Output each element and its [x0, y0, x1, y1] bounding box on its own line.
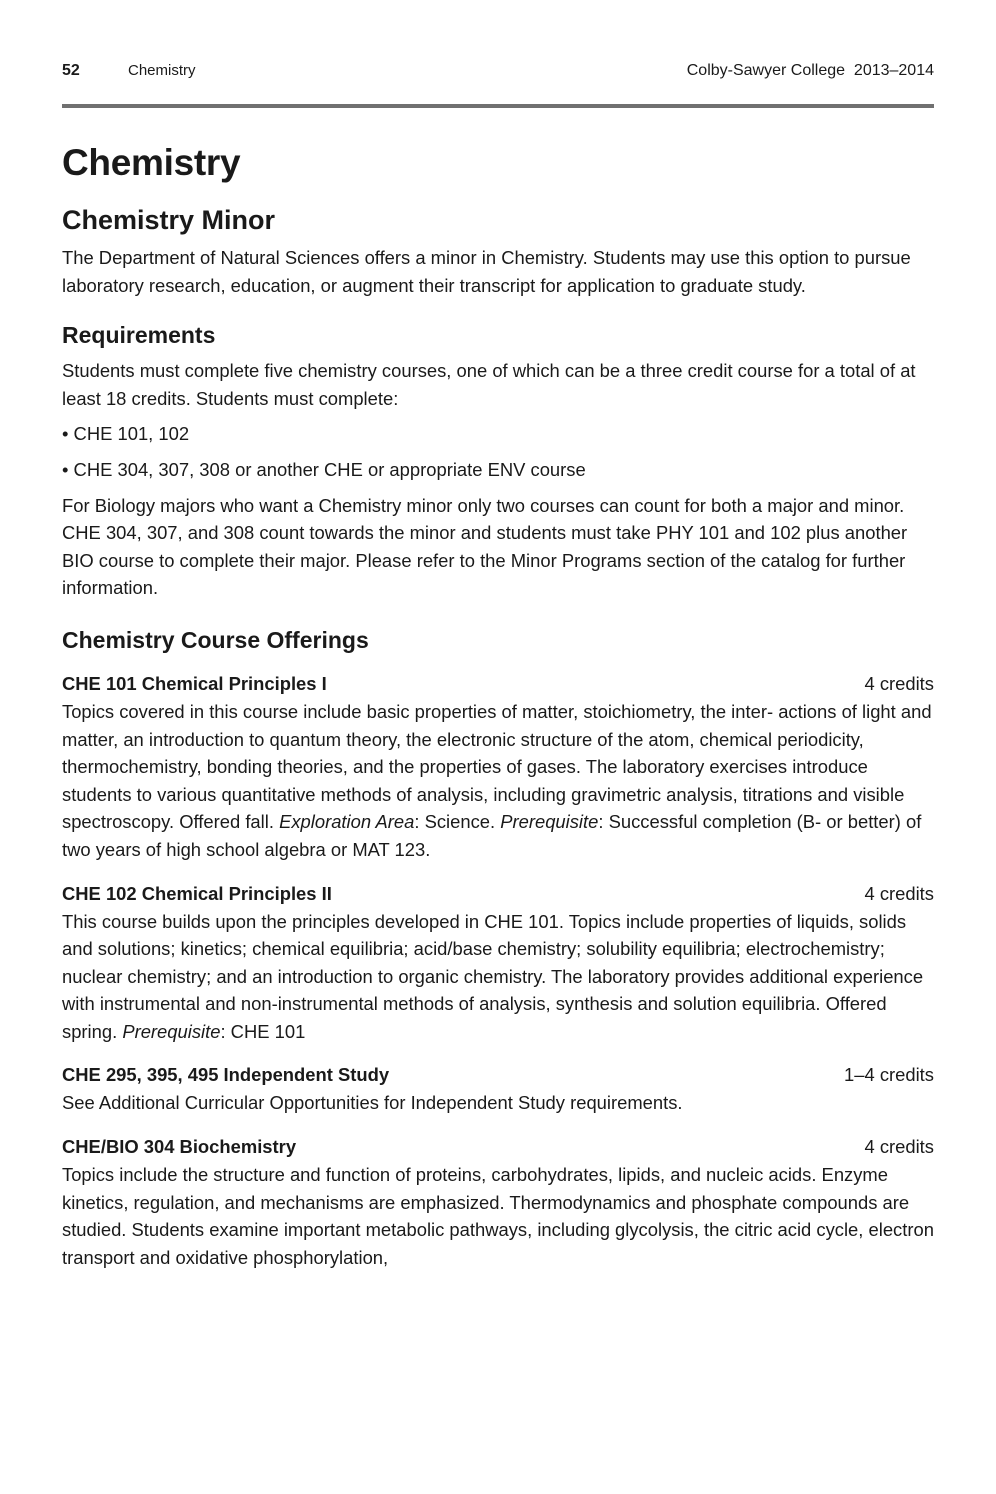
course-entry	[62, 880, 934, 1046]
course-header	[62, 1133, 934, 1161]
exploration-area-label: Exploration Area	[279, 811, 415, 833]
course-entry	[62, 1061, 934, 1117]
requirement-bullet: • CHE 101, 102	[62, 423, 190, 445]
section-name: Chemistry	[128, 62, 196, 79]
minor-intro: The Department of Natural Sciences offers a minor in Chemistry. Students may use this option to pursue laboratory research, education, or augment their transcript for application to graduate study.	[62, 247, 911, 296]
course-header	[62, 1061, 934, 1089]
prerequisite-label: Prerequisite	[500, 811, 599, 833]
course-entry	[62, 670, 934, 864]
running-header	[62, 58, 934, 84]
requirements-heading: Requirements	[62, 322, 216, 349]
course-description	[62, 698, 934, 864]
course-credits: 4 credits	[864, 672, 934, 694]
course-credits: 1–4 credits	[844, 1064, 934, 1086]
minor-heading: Chemistry Minor	[62, 205, 276, 235]
course-desc-text: Topics covered in this course include basic properties of matter, stoichiometry, the inter- actions of light and matter, an introduction to quantum theory, the electronic structure of the atom, chemical periodicity, thermochemistry, bonding theories, and the properties of gases. The laboratory exercises introduce students to various quantitative methods of analysis, including gravimetric analysis, titrations and visible spectroscopy. Offered fall.	[62, 700, 932, 833]
course-description	[62, 908, 934, 1046]
course-title: CHE/BIO 304 Biochemistry	[62, 1136, 297, 1158]
course-title: CHE 101 Chemical Principles I	[62, 672, 327, 694]
course-title: CHE 295, 395, 495 Independent Study	[62, 1064, 390, 1086]
course-credits: 4 credits	[864, 882, 934, 904]
course-header	[62, 670, 934, 698]
prerequisite-value: : Successful completion (B- or better) of two years of high school algebra or MAT 123.	[62, 811, 922, 860]
page-number: 52	[62, 62, 80, 79]
course-description: Topics include the structure and function of proteins, carbohydrates, lipids, and nucleic acids. Enzyme kinetics, regulation, and mechanisms are emphasized. Thermodynamics and phosphate compounds are studied. Students examine important metabolic pathways, including glycolysis, the citric acid cycle, electron transport and oxidative phosphorylation,	[62, 1164, 934, 1268]
course-header	[62, 880, 934, 908]
course-entry	[62, 1133, 934, 1271]
college-year: Colby-Sawyer College 2013–2014	[686, 62, 934, 79]
prerequisite-label: Prerequisite	[122, 1020, 221, 1042]
offerings-heading: Chemistry Course Offerings	[62, 626, 369, 653]
header-rule	[62, 104, 934, 108]
prerequisite-value: : CHE 101	[220, 1020, 306, 1042]
requirements-note: For Biology majors who want a Chemistry minor only two courses can count for both a major and minor. CHE 304, 307, and 308 count towards the minor and students must take PHY 101 and 102 plus another BIO course to complete their major. Please refer to the Minor Programs section of the catalog for further information.	[62, 494, 908, 599]
exploration-area-value: : Science.	[414, 811, 501, 833]
requirement-bullet: • CHE 304, 307, 308 or another CHE or appropriate ENV course	[62, 458, 586, 480]
course-title: CHE 102 Chemical Principles II	[62, 882, 332, 904]
page-title: Chemistry	[62, 142, 241, 183]
requirements-text: Students must complete five chemistry courses, one of which can be a three credit course for a total of at least 18 credits. Students must complete:	[62, 360, 916, 409]
course-credits: 4 credits	[864, 1136, 934, 1158]
page-content	[62, 138, 934, 1271]
course-description: See Additional Curricular Opportunities for Independent Study requirements.	[62, 1092, 683, 1114]
course-desc-text: This course builds upon the principles developed in CHE 101. Topics include properties of liquids, solids and solutions; kinetics; chemical equilibria; acid/base chemistry; solubility equilibria; electrochemistry; nuclear chemistry; and an introduction to organic chemistry. The laboratory provides additional experience with instrumental and non-instrumental methods of analysis, synthesis and solution equilibria. Offered spring.	[62, 910, 924, 1042]
